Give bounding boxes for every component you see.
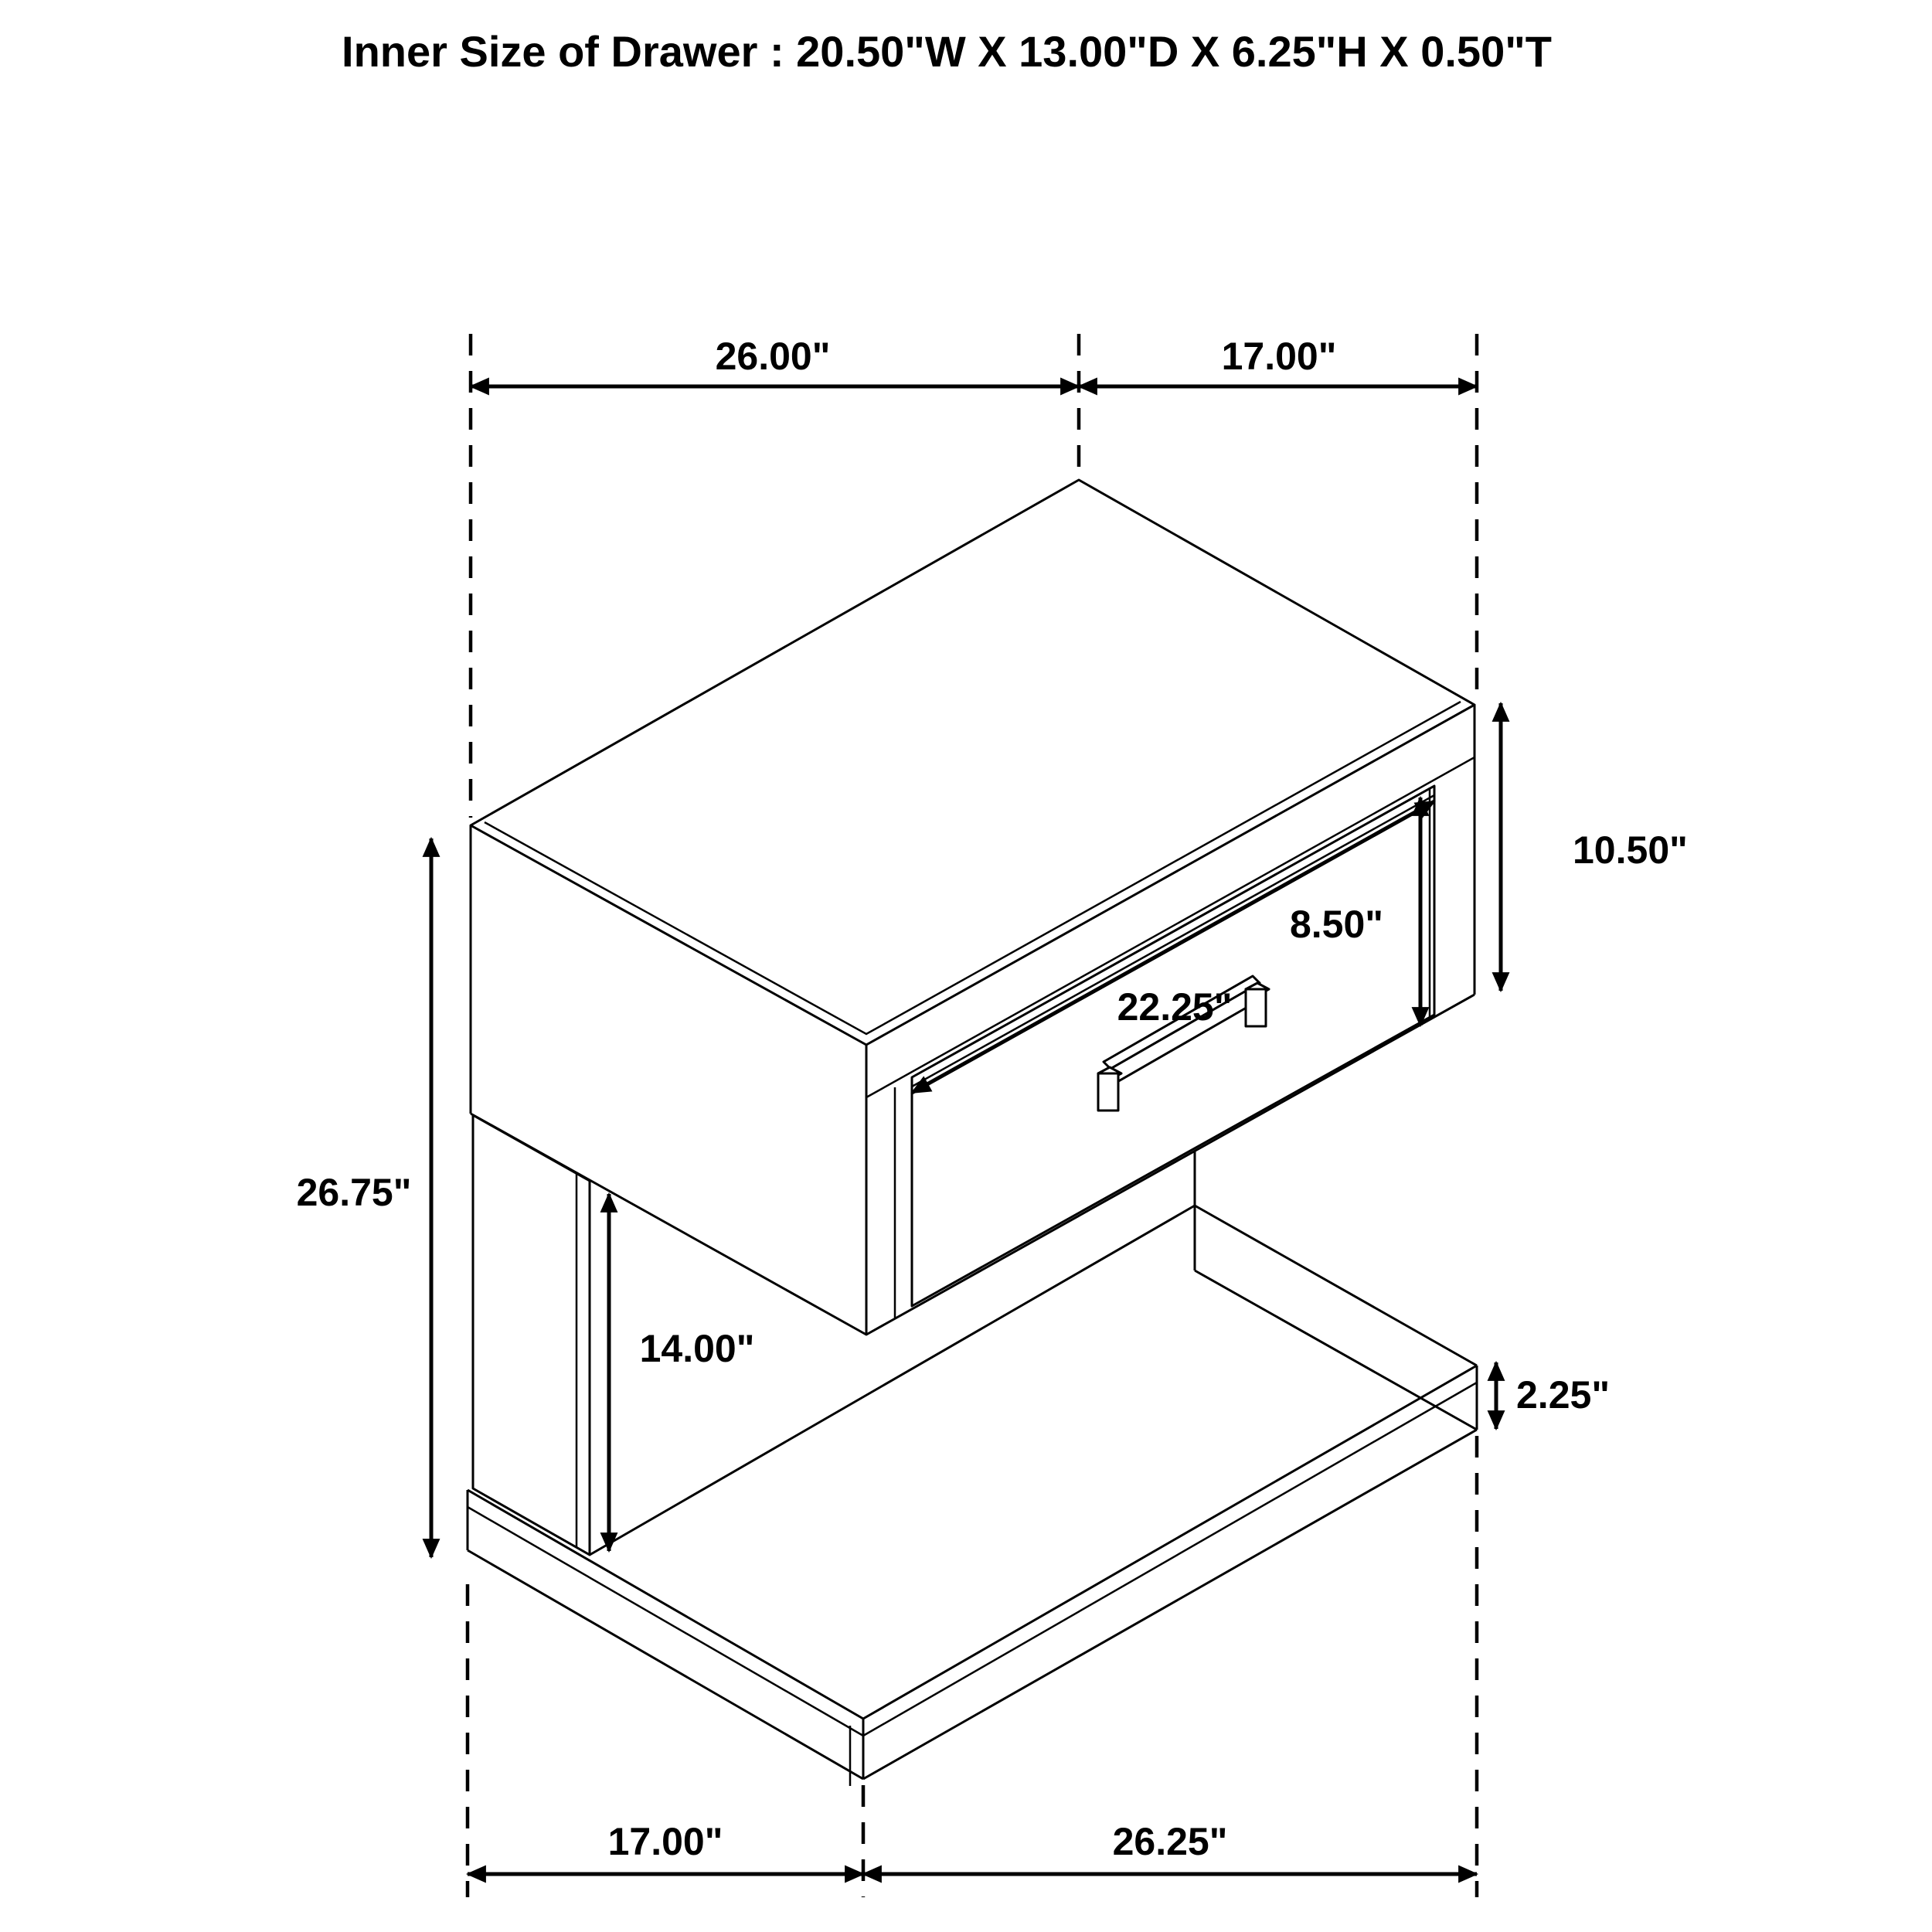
dim-overall-height-label: 26.75" — [296, 1171, 412, 1214]
base-platform — [468, 1206, 1477, 1786]
dim-box-height-label: 10.50" — [1573, 828, 1688, 872]
dim-open-space-label: 14.00" — [639, 1327, 755, 1370]
dim-drawer-height — [1290, 798, 1420, 1026]
dim-overall-height — [297, 838, 431, 1557]
dim-drawer-width-label: 22.25" — [1117, 985, 1233, 1029]
dim-base-depth — [468, 1584, 863, 1897]
drawer-inner-size-title: Inner Size of Drawer : 20.50"W X 13.00"D X 6.25"H X 0.50"T — [342, 27, 1552, 76]
dim-drawer-height-label: 8.50" — [1289, 903, 1383, 946]
back-support-panel — [473, 1115, 1195, 1555]
dim-top-depth-label: 17.00" — [1221, 335, 1337, 378]
dim-top-width-label: 26.00" — [715, 335, 831, 378]
dim-top-depth — [1079, 334, 1477, 700]
dim-base-depth-label: 17.00" — [607, 1820, 723, 1863]
dim-box-height — [1501, 703, 1688, 991]
dim-base-height — [1496, 1362, 1610, 1429]
dim-base-height-label: 2.25" — [1516, 1373, 1611, 1417]
dim-top-width — [471, 334, 1079, 818]
dim-open-space-height — [609, 1194, 754, 1551]
dim-base-width-label: 26.25" — [1112, 1820, 1228, 1863]
